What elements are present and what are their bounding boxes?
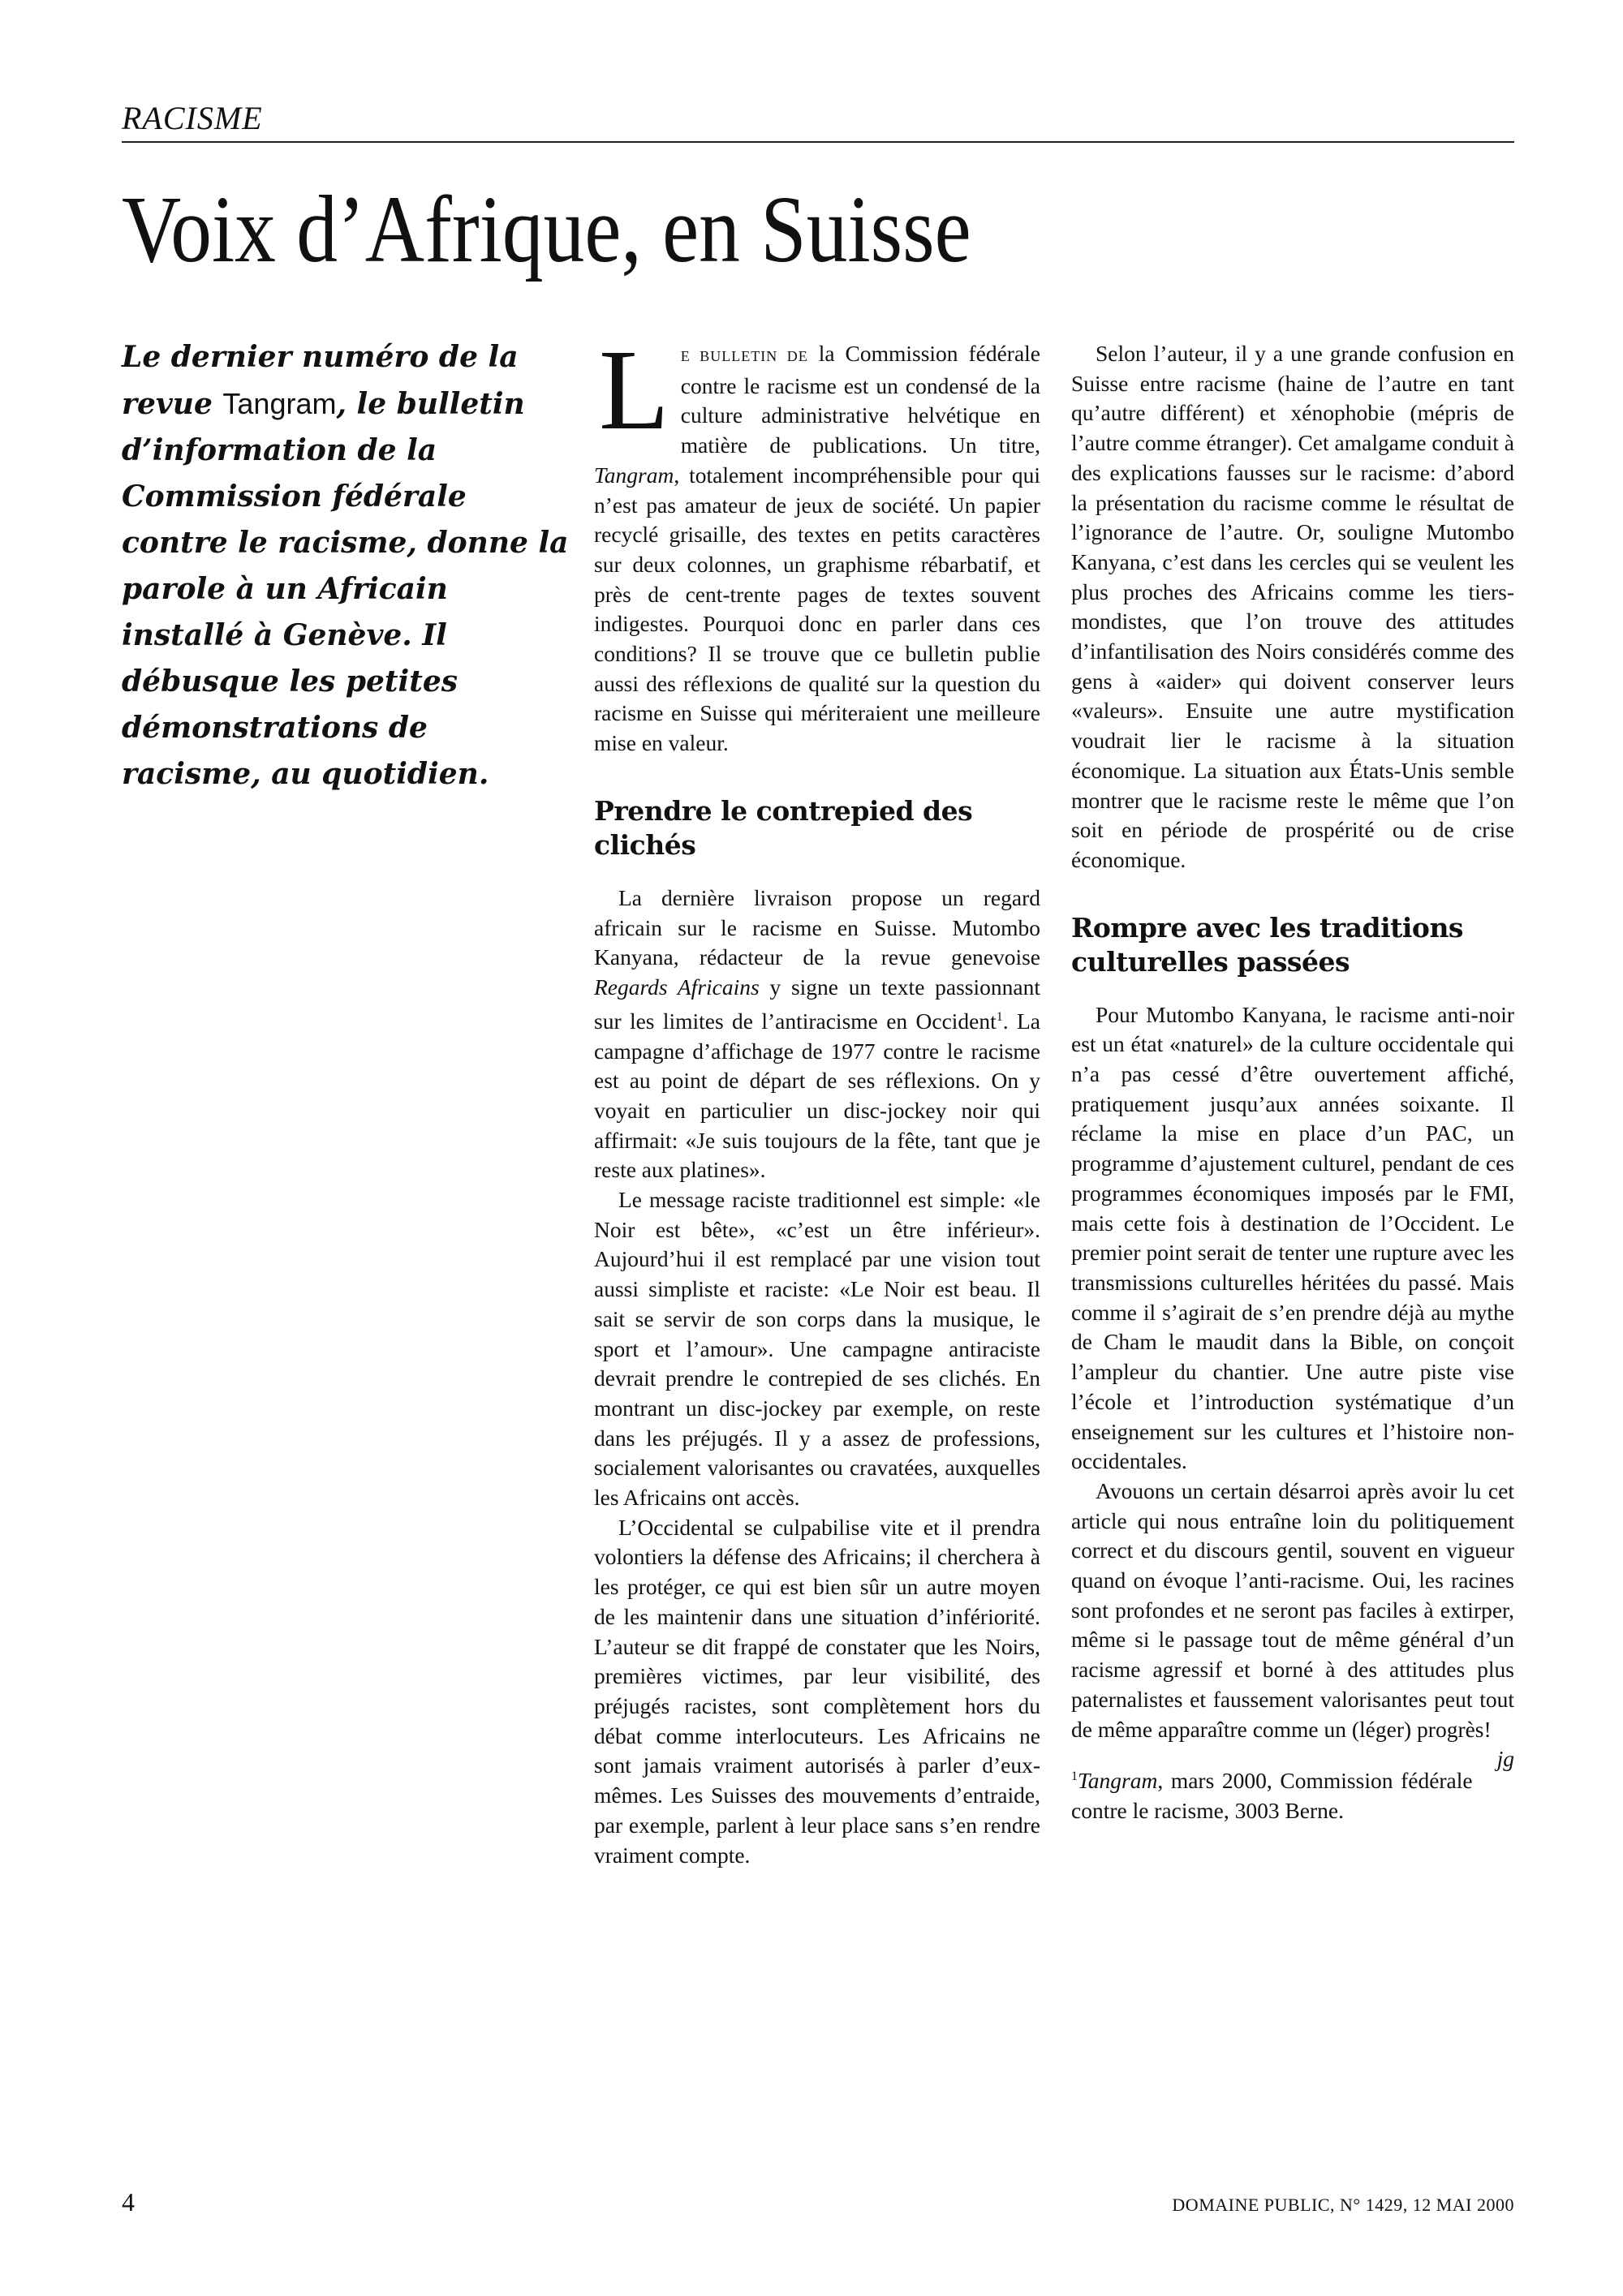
paragraph-2 bbox=[594, 884, 1040, 1185]
publication-info: DOMAINE PUBLIC, N° 1429, 12 MAI 2000 bbox=[1172, 2195, 1514, 2215]
lead-text-2: , le bulletin d’information de la Commission fédérale contre le racisme, donne la parole à un Africain installé à Genève. Il débusque les petites démonstrations de racisme, au quotidien. bbox=[122, 387, 569, 791]
footnote-emphasis: Tangram bbox=[1078, 1768, 1158, 1794]
header-rule bbox=[122, 141, 1514, 143]
p2-text-3: . La campagne d’affichage de 1977 contre le racisme est au point de départ de ses réflexions. On y voyait en particulier un disc-jockey noir qui affirmait: «Je suis toujours de la fête, tant que je reste aux platines». bbox=[594, 1008, 1040, 1183]
lead-text-1: Le dernier numéro de la revue bbox=[122, 340, 519, 421]
article-column-2 bbox=[594, 325, 1041, 1870]
footnote bbox=[1071, 1762, 1514, 1826]
paragraph-7 bbox=[1071, 1477, 1514, 1772]
footnote-number: 1 bbox=[1071, 1769, 1078, 1784]
page-number: 4 bbox=[122, 2187, 135, 2216]
drop-cap: L bbox=[599, 325, 669, 454]
p2-text-2: y signe un texte passionnant sur les limites de l’antiracisme en Occident bbox=[594, 974, 1040, 1034]
subheading-1: Prendre le contrepied des clichés bbox=[594, 794, 973, 861]
paragraph-5: Selon l’auteur, il y a une grande confusion en Suisse entre racisme (haine de l’autre en tant qu’autre différent) et xénophobie (mépris de l’autre comme étranger). Cet amalgame conduit à des explications fausses sur le racisme: d’abord la présentation du racisme comme le résultat de l’ignorance de l’autre. Or, souligne Mutombo Kanyana, c’est dans les cercles qui se veulent les plus proches des Africains comme les tiers-mondistes, que l’on trouve des attitudes d’infantilisation des Noirs considérés comme des gens à «aider» qui doivent conserver leurs «valeurs». Ensuite une autre mystification voudrait lier le racisme à la situation économique. La situation aux États-Unis semble montrer que le racisme reste le même que l’on soit en période de prospérité ou de crise économique. bbox=[1071, 341, 1514, 872]
lead-paragraph bbox=[122, 334, 572, 798]
article-column-3 bbox=[1071, 339, 1514, 1826]
author-signature: jg bbox=[1496, 1746, 1514, 1772]
p2-text-1: La dernière livraison propose un regard africain sur le racisme en Suisse. Mutombo Kanyana, rédacteur de la revue genevoise bbox=[594, 884, 1040, 970]
p7-text: Avouons un certain désarroi après avoir lu cet article qui nous entraîne loin du politiquement correct et du discours gentil, souvent en vigueur quand on évoque l’anti-racisme. Oui, les racines sont profondes et ne seront pas faciles à extirper, même si le passage tout de même général d’un racisme agressif et borné à des attitudes plus paternalistes et faussement valorisantes peut tout de même apparaître comme un (léger) progrès! bbox=[1071, 1477, 1514, 1742]
article-title: Voix d’Afrique, en Suisse bbox=[122, 176, 971, 282]
opening-small-caps: E BULLETIN DE bbox=[680, 348, 808, 364]
paragraph-6: Pour Mutombo Kanyana, le racisme anti-noir est un état «naturel» de la culture occidentale qui n’a pas cessé d’être ouvertement affiché, pratiquement jusqu’aux années soixante. Il réclame la mise en place d’un PAC, un programme d’ajustement culturel, pendant de ces programmes économiques imposés par le FMI, mais cette fois à destination de l’Occident. Le premier point serait de tenter une rupture avec les transmissions culturelles héritées du passé. Mais comme il s’agirait de s’en prendre déjà au mythe de Cham le maudit dans la Bible, on conçoit l’ampleur du chantier. Une autre piste vise l’école et l’introduction systématique d’un enseignement sur les cultures et l’histoire non-occidentales. bbox=[1071, 1001, 1514, 1474]
p2-emphasis: Regards Africains bbox=[594, 974, 760, 1000]
footnote-ref: 1 bbox=[996, 1009, 1003, 1024]
p1-text-1: la Commission fédérale contre le racisme est un condensé de la culture administrative helvétique en matière de publications. Un titre, bbox=[680, 341, 1041, 458]
p1-emphasis: Tangram bbox=[594, 462, 674, 488]
paragraph-4: L’Occidental se culpabilise vite et il prendra volontiers la défense des Africains; il cherchera à les protéger, ce qui est bien sûr un autre moyen de les maintenir dans une situation d’infériorité. L’auteur se dit frappé de constater que les Noirs, premières victimes, par leur visibilité, des préjugés racistes, sont complètement hors du débat comme interlocuteurs. Les Africains ne sont jamais vraiment autorisés à parler d’eux-mêmes. Les Suisses des mouvements d’entraide, par exemple, parlent à leur place sans s’en rendre vraiment compte. bbox=[594, 1514, 1040, 1868]
subheading-2: Rompre avec les traditions culturelles passées bbox=[1071, 911, 1464, 978]
section-rubric: RACISME bbox=[122, 100, 263, 136]
lead-publication-name: Tangram bbox=[222, 387, 337, 420]
p1-text-2: , totalement incompréhensible pour qui n’est pas amateur de jeux de société. Un papier recyclé grisaille, des textes en petits caractères sur deux colonnes, un graphisme rébarbatif, et près de cent-trente pages de textes souvent indigestes. Pourquoi donc en parler dans ces conditions? Il se trouve que ce bulletin publie aussi des réflexions de qualité sur la question du racisme en Suisse qui mériteraient une meilleure mise en valeur. bbox=[594, 462, 1040, 756]
footnote-text: , mars 2000, Commission fédérale contre le racisme, 3003 Berne. bbox=[1071, 1768, 1473, 1824]
paragraph-3: Le message raciste traditionnel est simple: «le Noir est bête», «c’est un être inférieur». Aujourd’hui il est remplacé par une vision tout aussi simpliste et raciste: «Le Noir est beau. Il sait se servir de son corps dans la musique, le sport et l’amour». Une campagne antiraciste devrait prendre le contrepied de ses clichés. En montrant un disc-jockey par exemple, on reste dans les préjugés. Il y a assez de professions, socialement valorisantes ou cravatées, auxquelles les Africains ont accès. bbox=[594, 1187, 1040, 1511]
opening-paragraph bbox=[594, 325, 1041, 759]
